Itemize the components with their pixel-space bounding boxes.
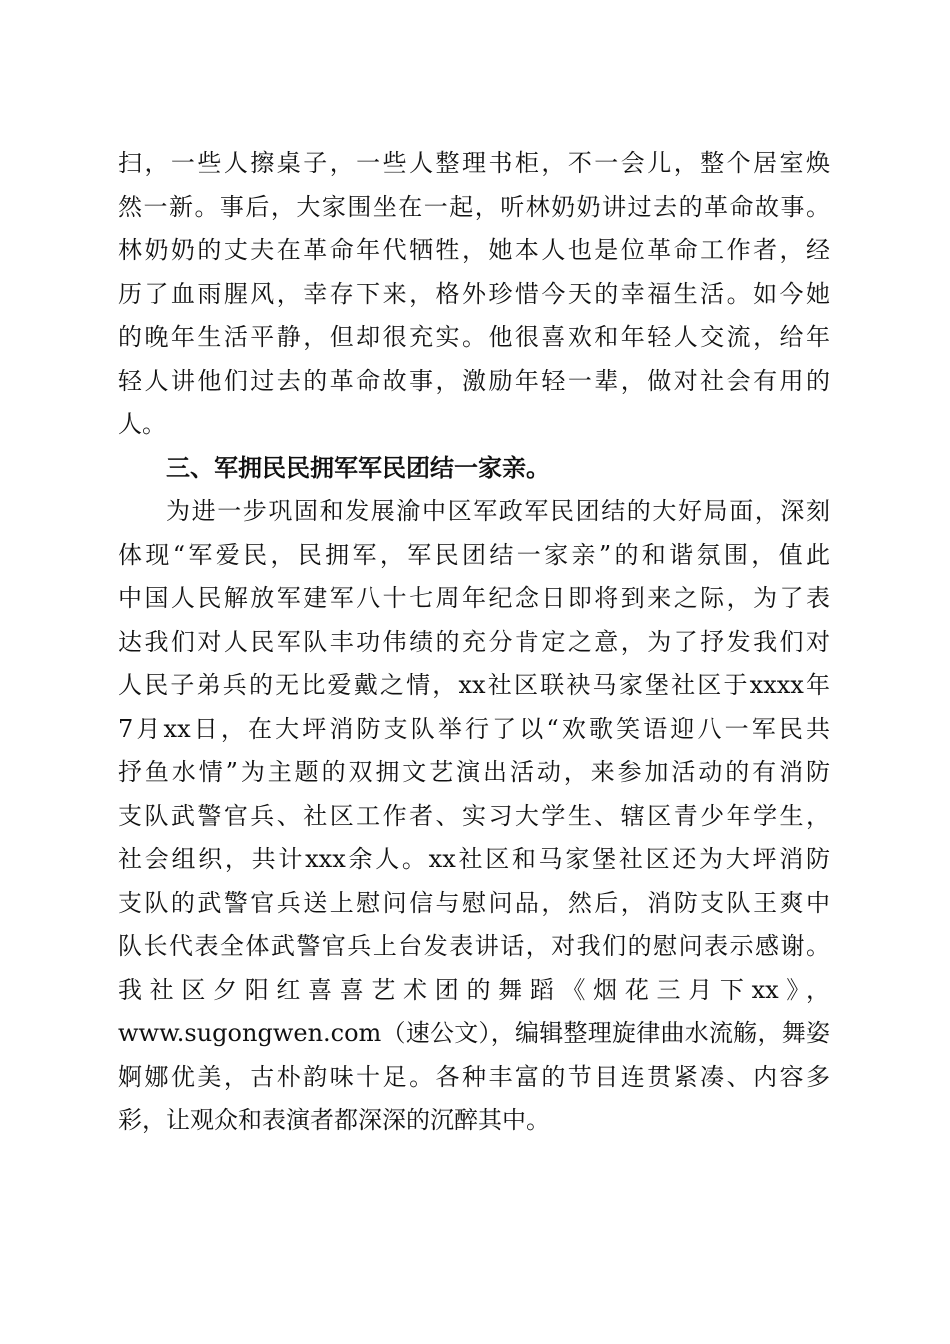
text-line: 7月xx日，在大坪消防支队举行了以“欢歌笑语迎八一军民共 — [118, 714, 830, 743]
text-line: 我社区夕阳红喜喜艺术团的舞蹈《烟花三月下xx》， — [118, 975, 830, 1004]
paragraph-1 — [118, 142, 830, 447]
text-line: 中国人民解放军建军八十七周年纪念日即将到来之际，为了表 — [118, 584, 830, 612]
text-line: 队长代表全体武警官兵上台发表讲话，对我们的慰问表示感谢。 — [118, 932, 830, 960]
text-line: 婀娜优美，古朴韵味十足。各种丰富的节目连贯紧凑、内容多 — [118, 1062, 830, 1091]
text-line: 扫，一些人擦桌子，一些人整理书柜，不一会儿，整个居室焕 — [118, 149, 830, 177]
text-line: 彩，让观众和表演者都深深的沉醉其中。 — [118, 1106, 550, 1134]
text-line: 轻人讲他们过去的革命故事，激励年轻一辈，做对社会有用的 — [118, 366, 830, 395]
text-line: 社会组织，共计xxx余人。xx社区和马家堡社区还为大坪消防 — [118, 845, 830, 873]
paragraph-2 — [118, 490, 830, 1143]
text-line: 为进一步巩固和发展渝中区军政军民团结的大好局面，深刻 — [166, 497, 830, 525]
text-line: 人。 — [118, 410, 166, 438]
text-line: 达我们对人民军队丰功伟绩的充分肯定之意，为了抒发我们对 — [118, 627, 830, 656]
text-line: 支队的武警官兵送上慰问信与慰问品，然后，消防支队王爽中 — [118, 888, 830, 917]
text-line: 人民子弟兵的无比爱戴之情，xx社区联袂马家堡社区于xxxx年 — [118, 671, 830, 699]
text-line: 的晚年生活平静，但却很充实。他很喜欢和年轻人交流，给年 — [118, 323, 830, 351]
text-line: www.sugongwen.com（速公文），编辑整理旋律曲水流觞，舞姿 — [118, 1019, 830, 1047]
text-line: 林奶奶的丈夫在革命年代牺牲，她本人也是位革命工作者，经 — [118, 236, 830, 264]
text-line: 抒鱼水情”为主题的双拥文艺演出活动，来参加活动的有消防 — [118, 758, 830, 786]
text-line: 体现“军爱民，民拥军，军民团结一家亲”的和谐氛围，值此 — [118, 540, 830, 569]
text-line: 然一新。事后，大家围坐在一起，听林奶奶讲过去的革命故事。 — [118, 192, 830, 221]
section-heading: 三、军拥民民拥军军民团结一家亲。 — [166, 453, 550, 482]
text-line: 支队武警官兵、社区工作者、实习大学生、辖区青少年学生， — [118, 801, 830, 830]
document-body — [118, 142, 830, 1143]
text-line: 历了血雨腥风，幸存下来，格外珍惜今天的幸福生活。如今她 — [118, 279, 830, 308]
